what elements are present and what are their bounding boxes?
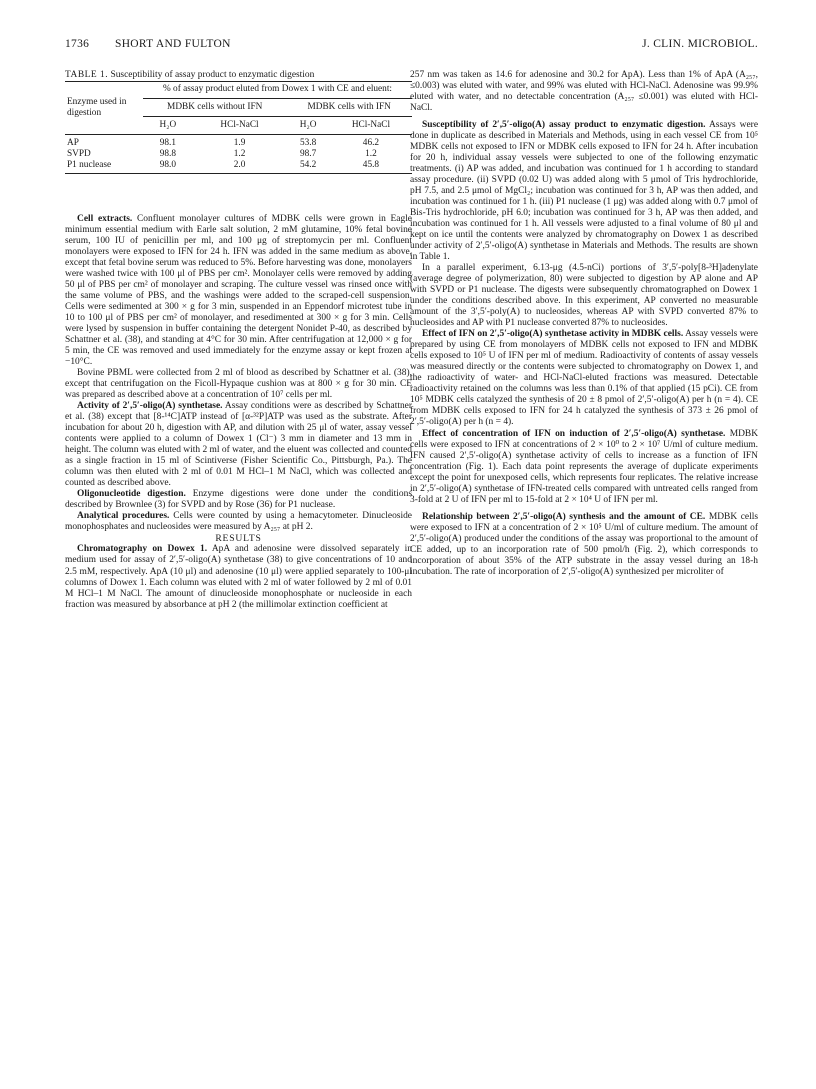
- paragraph: [65, 544, 412, 610]
- right-column: [410, 70, 758, 578]
- table-cell: SVPD: [67, 149, 91, 159]
- table-cell: P1 nuclease: [65, 160, 143, 174]
- table-spanning-header: % of assay product eluted from Dowex 1 with CE and eluent:: [143, 82, 412, 99]
- table-cell: 1.9: [233, 138, 246, 148]
- paragraph-text: Assay vessels were prepared by using CE from monolayers of MDBK cells not exposed to IFN and MDBK cells exposed to 10⁵ U of IFN per ml of medium. Radioactivity of contents of assay vessels was measured directly or the contents were subjected to chromatography on Dowex 1, and the radioactivity of water- and HCl-NaCl-eluted fractions was measured. Detectable radioactivity retained on the columns was less than 0.1% of that applied (15 pCi). CE from 10⁵ MDBK cells catalyzed the synthesis of 20 ± 8 pmol of 2′,5′-oligo(A) per h (n = 4). CE from MDBK cells exposed to IFN for 24 h catalyzed the synthesis of 373 ± 26 pmol of 2′,5′-oligo(A) per h (n = 4).: [410, 329, 758, 428]
- run-in-heading: Effect of IFN on 2′,5′-oligo(A) synthetase activity in MDBK cells.: [422, 329, 684, 340]
- run-in-heading: Oligonucleotide digestion.: [77, 489, 186, 500]
- table-group-header: MDBK cells with IFN: [286, 99, 412, 117]
- table-row-header: Enzyme used in digestion: [65, 82, 143, 135]
- paragraph: Bovine PBML were collected from 2 ml of blood as described by Schattner et al. (38), except that centrifugation on the Ficoll-Hypaque cushion was at 800 × g for 30 min. CE was prepared as described above at a concentration of 10⁷ cells per ml.: [65, 368, 412, 401]
- run-in-heading: Relationship between 2′,5′-oligo(A) synthesis and the amount of CE.: [422, 511, 706, 522]
- journal-name: J. CLIN. MICROBIOL.: [642, 38, 758, 50]
- table-sub-header: H₂O: [286, 117, 329, 135]
- paragraph: [410, 120, 758, 263]
- paragraph-text: Enzyme digestions were done under the conditions described by Brownlee (3) for SVPD and by Rose (36) for P1 nuclease.: [65, 489, 413, 511]
- running-header: [65, 38, 758, 56]
- table-cell: 1.2: [233, 149, 246, 159]
- table-cell: 46.2: [362, 138, 380, 148]
- table-cell: 53.8: [299, 138, 317, 148]
- run-in-heading: Analytical procedures.: [77, 511, 170, 522]
- running-authors: SHORT AND FULTON: [115, 38, 231, 50]
- table-cell: AP: [67, 138, 79, 148]
- paragraph: In a parallel experiment, 6.13-μg (4.5-nCi) portions of 3′,5′-poly[8-³H]adenylate (average degree of polymerization, 80) were subjected to digestion by AP alone and AP with SVPD or P1 nuclease. The digests were subsequently chromatographed on Dowex 1 under the conditions described above. In this experiment, AP converted no measurable amount of the 3′,5′-poly(A) to nucleosides, whereas AP with SVPD converted 87% to nucleosides and AP with P1 nuclease converted 87% to nucleosides.: [410, 263, 758, 329]
- table-cell: 1.2: [365, 149, 377, 159]
- paragraph: [65, 511, 412, 533]
- table-sub-header: H₂O: [143, 117, 193, 135]
- table-cell: 2.0: [193, 160, 287, 174]
- run-in-heading: Chromatography on Dowex 1.: [77, 544, 208, 555]
- table-title: Susceptibility of assay product to enzymatic digestion: [110, 70, 315, 80]
- paragraph-text: MDBK cells were exposed to IFN at a concentration of 2 × 10⁵ U/ml of culture medium. The amount of 2′,5′-oligo(A) produced under the conditions of the assay was proportional to the amount of CE added, up to an incorporation rate of 500 pmol/h (Fig. 2), which corresponds to incorporation of about 35% of the ATP substrate in the assay vessel during an 18-h incubation. The rate of incorporation of 2′,5′-oligo(A) synthesized per microliter of: [410, 511, 758, 577]
- table-label: TABLE 1.: [65, 70, 109, 80]
- paragraph-text: MDBK cells were exposed to IFN at concentrations of 2 × 10⁰ to 2 × 10⁷ U/ml of culture medium. IFN caused 2′,5′-oligo(A) synthetase activity of cells to increase as a function of IFN concentration (Fig. 1). Each data point represents the average of duplicate experiments except the point for unexposed cells, which represents four replicates. The relative increase in 2′,5′-oligo(A) synthetase of IFN-treated cells compared with untreated cells ranged from 3-fold at 2 U of IFN per ml to 15-fold at 2 × 10⁴ U of IFN per ml.: [410, 428, 759, 505]
- paragraph-text: Cells were counted by using a hemacytometer. Dinucleoside monophosphates and nucleosides were measured by A₂₅₇ at pH 2.: [65, 511, 412, 533]
- paragraph: [65, 401, 412, 489]
- section-heading: RESULTS: [215, 533, 262, 545]
- paragraph: [65, 214, 412, 368]
- table-cell: 54.2: [286, 160, 329, 174]
- paragraph: [65, 489, 412, 511]
- table-row: [65, 160, 412, 174]
- paragraph: [410, 329, 758, 428]
- table-row: [65, 149, 412, 160]
- page-number: 1736: [65, 38, 90, 50]
- table-row: [65, 135, 412, 150]
- paragraph-text: ApA and adenosine were dissolved separately in medium used for assay of 2′,5′-oligo(A) synthetase (38) to give concentrations of 10 and 2.5 mM, respectively. ApA (10 μl) and adenosine (10 μl) were applied separately to 100-μl columns of Dowex 1. Each column was eluted with 2 ml of water followed by 2 ml of 0.01 M HCl–1 M NaCl. The amount of dinucleoside monophosphate or nucleoside in each fraction was measured by absorbance at pH 2 (the millimolar extinction coefficient at: [65, 544, 412, 610]
- run-in-heading: Cell extracts.: [77, 214, 133, 224]
- paragraph: 257 nm was taken as 14.6 for adenosine and 30.2 for ApA). Less than 1% of ApA (A₂₅₇, ≤0.003) was eluted with water, and 99% was eluted with HCl-NaCl. Adenosine was 99.9% eluted with water, and no detectable concentration (A₂₅₇ ≤0.001) was eluted with HCl-NaCl.: [410, 70, 758, 114]
- table-cell: 98.0: [143, 160, 193, 174]
- table-sub-header: HCl-NaCl: [193, 117, 287, 135]
- paragraph: [410, 429, 758, 506]
- paragraph-text: Assay conditions were as described by Schattner et al. (38) except that [8-¹⁴C]ATP instead of [α-³²P]ATP was used as the substrate. After incubation for about 20 h, digestion with AP, and dilution with 25 μl of water, assay vessel contents were applied to a column of Dowex 1 (Cl⁻) 3 mm in diameter and 13 mm in height. The column was eluted with 2 ml of water, and the eluent was collected and counted as a single fraction in 15 ml of Scintiverse (Fisher Scientific Co., Pittsburgh, Pa.). The column was then eluted with 2 ml of 0.01 M HCl–1 M NaCl, which was collected and counted as described above.: [65, 401, 412, 489]
- left-column: [65, 70, 412, 611]
- run-in-heading: Activity of 2′,5′-oligo(A) synthetase.: [77, 401, 223, 412]
- table-cell: 98.7: [299, 149, 317, 159]
- paragraph: [410, 512, 758, 578]
- run-in-heading: Susceptibility of 2′,5′-oligo(A) assay product to enzymatic digestion.: [422, 120, 706, 131]
- paragraph-text: Confluent monolayer cultures of MDBK cells were grown in Eagle minimum essential medium with Earle salt solution, 2 mM glutamine, 10% fetal bovine serum, 100 IU of penicillin per ml, and 100 μg of streptomycin per ml. Confluent monolayers were exposed to IFN for 24 h. IFN was added in the same medium as above, except that fetal bovine serum was reduced to 5%. Before harvesting was done, monolayers were washed twice with 100 μl of PBS per cm². Monolayer cells were removed by adding 50 μl of PBS per cm² of monolayer and scraping. The culture vessel was rinsed once with the same volume of PBS, and the washings were added to the scraped-cell suspension. Cells were sedimented at 300 × g for 3 min, suspended in an Eppendorf microtest tube in 10 to 100 μl of PBS per cm² of monolayer, and resedimented at 300 × g for 3 min. Cells were lysed by suspension in buffer containing the detergent Nonidet P-40, as described by Schattner et al. (38), and standing at 4°C for 30 min. After centrifugation at 12,000 × g for 5 min, the CE was removed and used immediately for the enzyme assay or kept frozen at −10°C.: [65, 214, 412, 368]
- table-caption: [65, 70, 412, 81]
- table-group-header: MDBK cells without IFN: [143, 99, 286, 117]
- table-cell: 98.1: [159, 138, 176, 148]
- paragraph-text: Assays were done in duplicate as described in Materials and Methods, using in each vessel CE from 10⁵ MDBK cells not exposed to IFN or MDBK cells exposed to IFN for 24 h. After incubation for 20 h, individual assay vessels were subjected to one of the following enzymatic treatments. (i) AP was added, and incubation was continued for 1 h according to standard assay procedure. (ii) SVPD (0.02 U) was added along with 5 μmol of Tris hydrochloride, pH 7.5, and 2.5 μmol of MgCl₂; incubation was continued for 3 h, AP was then added, and incubation was continued for 1 h. (iii) P1 nuclease (1 μg) was added along with 0.7 μmol of Bis-Tris hydrochloride, pH 6.0; incubation was continued for 3 h, AP was then added, and incubation was continued for 1 h. All vessels were adjusted to a final volume of 80 μl and kept on ice until the contents were analyzed by chromatography on Dowex 1 as described under activity of 2′,5′-oligo(A) synthetase in Materials and Methods. The results are shown in Table 1.: [410, 120, 759, 263]
- table-1: [65, 81, 412, 174]
- table-cell: 45.8: [330, 160, 412, 174]
- table-cell: 98.8: [159, 149, 176, 159]
- run-in-heading: Effect of concentration of IFN on induction of 2′,5′-oligo(A) synthetase.: [422, 428, 726, 439]
- table-sub-header: HCl-NaCl: [330, 117, 412, 135]
